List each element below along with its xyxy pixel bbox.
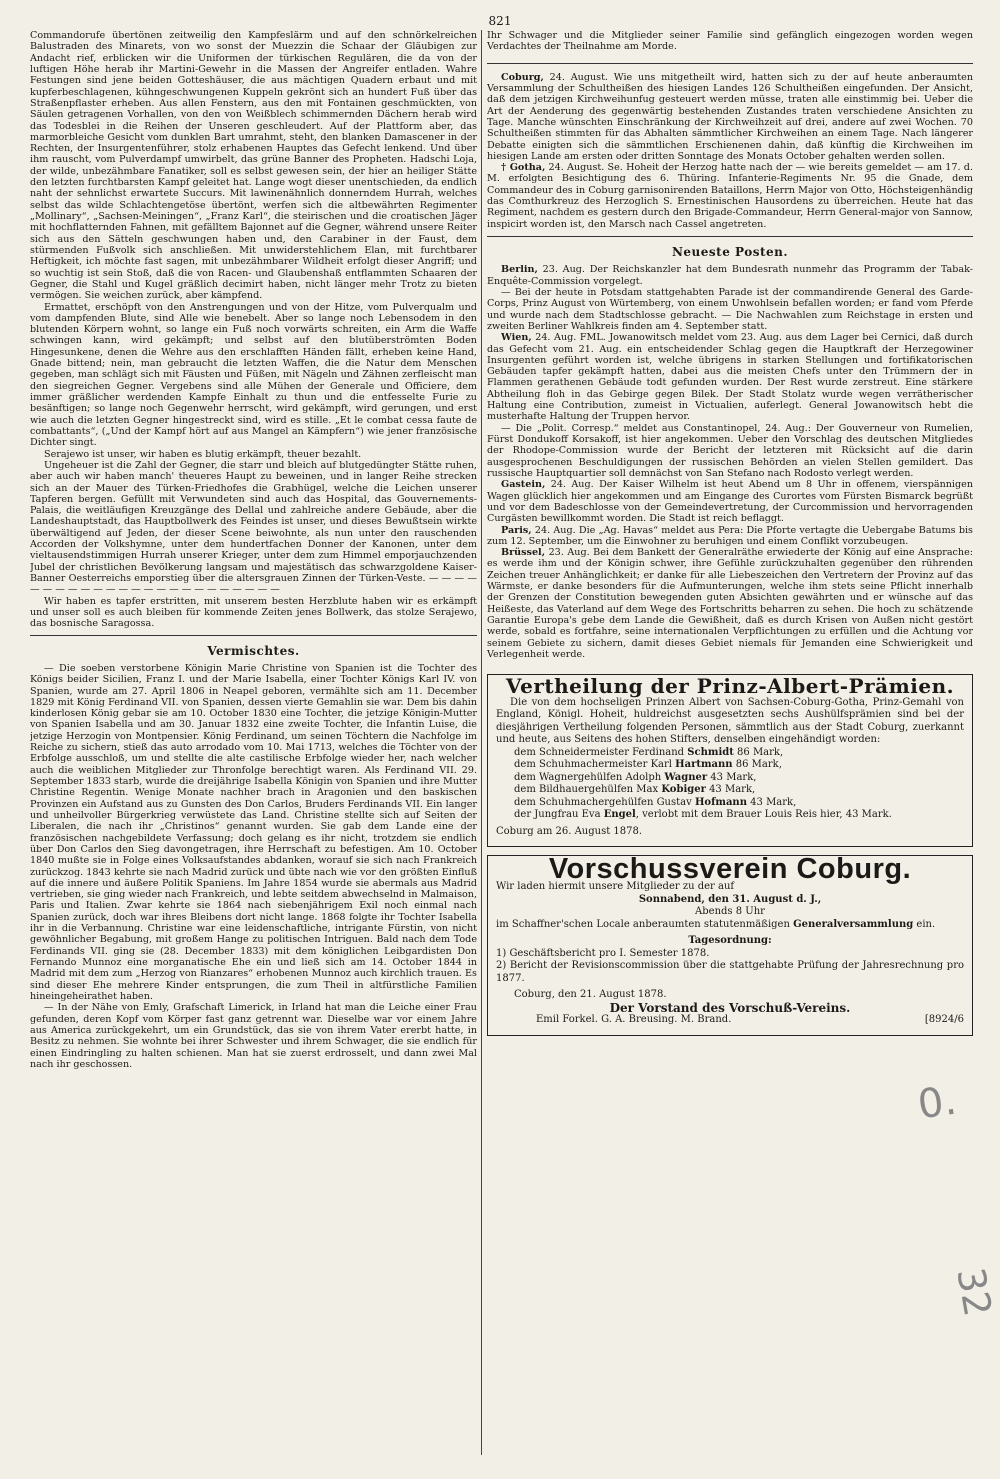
news-text: 24. August. Wie uns mitgetheilt wird, hatten sich zu der auf heute anberaumten Versammlung der Schultheißen des hiesigen Landes 126 Schultheißen eingefunden. Der Ansicht, daß dem jetzigen Kirchweihunfug gesteuert werden müsse, traten alle einstimmig bei. Ueber die Art der Aenderung des gegenwärtig bestehenden Zustandes traten verschiedene Ansichten zu Tage. Manche wünschten Einschränkung der Kirchweihzeit auf drei, andere auf zwei Wochen. 70 Schultheißen stimmten für das Abhalten sämmtlicher Kirchweihen an einem Tage. Nach längerer Debatte einigten sich die sämmtlichen Erschienenen dahin, daß künftig die Kirchweihen im hiesigen Lande am ersten oder dritten Sonntage des Monats October gehalten werden sollen. (487, 71, 973, 162)
news-text: 24. Aug. FML. Jowanowitsch meldet vom 23. Aug. aus dem Lager bei Cernici, daß durch das Gefecht vom 21. Aug. ein entscheidender Schlag gegen die Hauptkraft der Herzegowiner Insurgenten geführt worden ist, welche übrigens in starken Stellungen und fortifikatorischen Gebäuden tapfer gekämpft hatten, dabei aus die meisten Chefs unter den Trümmern der in Flammen gerathenen Gebäude todt gefunden wurden. Der Rest wurde zerstreut. Eine stärkere Abtheilung floh in das Gebirge gegen Bilek. Der Stadt Stolatz wurde wegen verrätherischer Haltung eine Contribution, zumeist in Victualien, auferlegt. General Jowanowitsch hebt die musterhafte Haltung der Truppen hervor. (487, 332, 973, 423)
pencil-mark: 32 (948, 1264, 1000, 1320)
agenda-item: 2) Bericht der Revisionscommission über die stattgehabte Prüfung der Jahresrechnung pro 1877. (496, 960, 964, 984)
news-text: 24. Aug. Die „Ag. Havas“ meldet aus Pera: Die Pforte vertagte die Uebergabe Batums bis zum 12. September, um die Einwohner zu beruhigen und einem Conflikt vorzubeugen. (487, 524, 973, 547)
prize-entry: dem Schuhmachergehülfen Gustav Hofmann 43 Mark, (514, 796, 797, 808)
advertisement-prize-distribution (487, 674, 973, 847)
dateline-place: † Gotha, (501, 162, 546, 174)
news-item-gotha (487, 162, 973, 230)
article-paragraph: Serajewo ist unser, wir haben es blutig erkämpft, theuer bezahlt. (44, 448, 362, 460)
ad-title: Vertheilung der Prinz-Albert-Prämien. (505, 674, 955, 699)
news-item: — Die soeben verstorbene Königin Marie Christine von Spanien ist die Tochter des Königs beider Sicilien, Franz I. und der Marie Isabella, einer Tochter Königs Karl IV. von Spanien, wurde am 27. April 1806 in Neapel geboren, vermählte sich am 11. December 1829 mit König Ferdinand VII. von Spanien, dessen vierte Gemahlin sie war. Dem bis dahin kinderlosen König gebar sie am 10. October 1830 eine Tochter, die jetzige Königin-Mutter von Spanien Isabella und am 30. Januar 1832 eine zweite Tochter, die Infantin Luise, die jetzige Herzogin von Montpensier. König Ferdinand, um seinen Töchtern die Nachfolge im Reiche zu sichern, stieß das auto arrodado vom 10. Mai 1713, welches die Töchter von der Erbfolge ausschloß, um und stellte die alte castilische Erbfolge wieder her, nach welcher auch die weiblichen Mitglieder zur Thronfolge berechtigt waren. Als Ferdinand VII. 29. September 1833 starb, wurde die dreijährige Isabella Königin von Spanien und ihre Mutter Christine Regentin. Wenige Monate nachher brach in Aragonien und den baskischen Provinzen ein Aufstand aus zu Gunsten des Don Carlos, Bruders Ferdinands VII. Ein langer und unheilvoller Bürgerkrieg verwüstete das Land. Christine stellte sich auf Seiten der Liberalen, die nach ihr „Christinos“ genannt wurden. Sie gab dem Lande eine der französischen nachgebildete Verfassung; doch gelang es ihr nicht, trotzdem sie endlich über Don Carlos den Sieg davongetragen, ihre Herrschaft zu befestigen. Am 10. October 1840 mußte sie in Folge eines Volksaufstandes abdanken, worauf sie sich nach Frankreich zurückzog. 1843 kehrte sie nach Madrid zurück und übte nach wie vor den größten Einfluß auf die innere und äußere Politik Spaniens. Im Jahre 1854 wurde sie abermals aus Madrid vertrieben, sie ging wieder nach Frankreich, und lebte seitdem abwechselnd in Malmaison, Paris und Italien. Zwar kehrte sie 1864 nach siebenjährigem Exil noch einmal nach Spanien zurück, doch war ihres Bleibens dort nicht lange. 1868 folgte ihr Tochter Isabella ihr in die Verbannung. Christine war eine leidenschaftliche, intrigante Fürstin, von nicht gewöhnlicher Begabung, mit großem Hange zu politischen Intriguen. Bald nach dem Tode Ferdinands VII. ging sie (28. December 1833) mit dem königlichen Leibgardisten Don Fernando Munnoz eine morganatische Ehe ein und ließ sich am 14. October 1844 in Madrid mit dem zum „Herzog von Rianzares“ erhobenen Munnoz auch kirchlich trauen. Es sind dieser Ehe mehrere Kinder entsprungen, die zum Theil in altfürstliche Familien hineingeheirathet haben. (30, 662, 477, 1002)
left-column (30, 30, 477, 1460)
dateline-place: Brüssel, (501, 547, 546, 559)
agenda-title: Tagesordnung: (688, 935, 772, 947)
dateline-place: Coburg, (501, 71, 544, 83)
page-number: 821 (488, 14, 512, 28)
ad-footer: Coburg am 26. August 1878. (496, 825, 643, 837)
news-text: 23. Aug. Bei dem Bankett der Generalräthe erwiederte der König auf eine Ansprache: es werde ihm und der Königin schwer, ihre Gefühle zurückzuhalten gegenüber den rührenden Zeichen treuer Anhänglichkeit; er danke für alle Liebeszeichen den Vertretern der Provinz auf das Wärmste, er danke besonders für die Aufmunterungen, welche ihm stets seine Pflicht innerhalb der Grenzen der Constitution bewegenden guten Absichten gewährten und er wünsche auf das Heißeste, das Vaterland auf dem Wege des Fortschritts beharren zu sehen. Die hoch zu schätzende Garantie Europa's gebe dem Lande die Gewißheit, daß es durch Krisen von Außen nicht gestört werde, sobald es fortfahre, seine internationalen Verpflichtungen zu erfüllen und die Achtung vor seinem Gebiete zu sichern, damit dieses Gebiet niemals für Jemanden eine Schwierigkeit und Verlegenheit werde. (487, 547, 973, 660)
signoff-date: Coburg, den 21. August 1878. (514, 989, 667, 1001)
news-text: 23. Aug. Der Reichskanzler hat dem Bundesrath nunmehr das Programm der Tabak-Enquête-Commission vorgelegt. (487, 264, 973, 287)
article-paragraph: Ihr Schwager und die Mitglieder seiner Familie sind gefänglich eingezogen worden wegen Verdachtes der Theilnahme am Morde. (487, 30, 973, 53)
news-item-coburg (487, 72, 973, 163)
news-text: — Die „Polit. Corresp.“ meldet aus Constantinopel, 24. Aug.: Der Gouverneur von Rumelien, Fürst Dondukoff Korsakoff, ist hier angekommen. Ueber den Vorschlag des deutschen Mitgliedes der Rhodope-Commission wurde der Bericht der letzteren mit Rücksicht auf die darin ausgesprochenen Beschuldigungen der russischen Behörden an vielen Stellen gemildert. Das russische Hauptquartier soll demnächst von San Stefano nach Rodosto verlegt werden. (487, 422, 973, 479)
recipient-name: Kobiger (661, 784, 706, 796)
news-item (487, 547, 973, 660)
news-item (487, 332, 973, 423)
news-text: — Bei der heute in Potsdam stattgehabten Parade ist der commandirende General des Garde-Corps, Prinz August von Würtemberg, von einem Unwohlsein befallen worden; er fand vom Pferde und wurde nach dem Stadtschlosse gebracht. — Die Nachwahlen zum Reichstage in ersten und zweiten Berliner Wahlkreis finden am 4. September statt. (487, 286, 973, 332)
article-paragraph: Ermattet, erschöpft von den Anstrengungen und von der Hitze, vom Pulverqualm und vom dampfenden Blute, sind Alle wie benebelt. Aber so lange noch Lebensodem in den blutenden Körpern wohnt, so lange ein Fuß noch vorwärts schreiten, ein Arm die Waffe schwingen kann, wird gekämpft; und selbst auf den blutüberströmten Boden Hingesunkene, denen die Wehre aus den erschlafften Händen fällt, erheben keine Hand, Gnade bittend; nein, man gebraucht die letzten Waffen, die die Natur dem Menschen gegeben, man schlägt sich mit Fäusten und Füßen, mit Nägeln und Zähnen zerfleischt man den siegreichen Gegner. Vergebens sind alle Mühen der Generale und Officiere, dem immer gräßlicher werdenden Kampfe Einhalt zu thun und die entfesselte Furie zu besänftigen; so lange noch Gegenwehr herrscht, wird gekämpft, wird gerungen, und erst wie auch die letzten Gegner hingestreckt sind, wird es stille. „Et le combat cessa faute de combattants“, („Und der Kampf hört auf aus Mangel an Kämpfern“) wie jener französische Dichter singt. (30, 301, 477, 449)
meeting-place: im Schaffner'schen Locale anberaumten statutenmäßigen Generalversammlung ein. (496, 918, 936, 930)
signoff-names: Emil Forkel. G. A. Breusing. M. Brand. [8924/6 (536, 1014, 964, 1026)
meeting-date: Sonnabend, den 31. August d. J., (638, 893, 822, 905)
dateline-place: Gastein, (501, 479, 546, 491)
pencil-mark: 0. (914, 1077, 960, 1129)
dateline-place: Berlin, (501, 264, 538, 276)
recipient-name: Hartmann (675, 759, 733, 771)
prize-entry: dem Wagnergehülfen Adolph Wagner 43 Mark, (514, 771, 757, 783)
news-item: — In der Nähe von Emly, Grafschaft Limerick, in Irland hat man die Leiche einer Frau gefunden, deren Kopf vom Körper fast ganz getrennt war. Dieselbe war vor einem Jahre aus America zurückgekehrt, um ein Grundstück, das sie von ihrem Vater ererbt hatte, in Besitz zu nehmen. Sie wohnte bei ihrer Schwester und ihrem Schwager, die sie endlich für einen Eindringling zu halten schienen. Man hat sie zuerst erdrosselt, und dann zwei Mal nach ihr geschossen. (30, 1002, 477, 1070)
news-item (487, 264, 973, 287)
article-paragraph: Wir haben es tapfer erstritten, mit unserem besten Herzblute haben wir es erkämpft und unser soll es auch bleiben für kommende Zeiten jenes Bollwerk, das stolze Serajewo, das bosnische Saragossa. (30, 595, 477, 630)
news-item (487, 423, 973, 480)
recipient-name: Wagner (664, 771, 708, 783)
dateline-place: Paris, (501, 524, 532, 536)
dateline-place: Wien, (501, 332, 532, 344)
news-text: 24. Aug. Der Kaiser Wilhelm ist heut Abend um 8 Uhr in offenem, vierspännigen Wagen glücklich hier angekommen und am Eingange des Curortes vom Fürsten Bismarck begrüßt und vor dem Badeschlosse von der Gemeindevertretung, der Curcommission und hervorragenden Curgästen bewillkommt worden. Die Stadt ist reich beflaggt. (487, 479, 973, 525)
news-item (487, 479, 973, 524)
recipient-name: Engel (603, 809, 636, 821)
recipient-name: Hofmann (694, 796, 747, 808)
meeting-time: Abends 8 Uhr (695, 906, 765, 918)
section-rule (487, 236, 973, 237)
news-item (487, 287, 973, 332)
prize-entry: dem Bildhauergehülfen Max Kobiger 43 Mark, (514, 784, 756, 796)
right-column (487, 30, 973, 1460)
section-rule (487, 63, 973, 64)
signoff-board: Der Vorstand des Vorschuß-Vereins. (609, 1000, 851, 1015)
ad-intro: Wir laden hiermit unsere Mitglieder zu der auf (496, 881, 735, 893)
article-paragraph: Commandorufe übertönen zeitweilig den Kampfeslärm und auf den schnörkelreichen Balustraden des Minarets, von wo sonst der Muezzin die Schaar der Gläubigen zur Andacht rief, erblicken wir die Uniformen der türkischen Regulären, die da von der luftigen Höhe herab ihr Martini-Gewehr in die Massen der Angreifer entladen. Wahre Festungen sind jene beiden Gotteshäuser, die aus mächtigen Quadern erbaut und mit kupferbeschlagenen, kühngeschwungenen Kuppeln gekrönt sich an hundert Fuß über das Straßenpflaster erheben. Aus allen Fenstern, aus den mit Fontainen geschmückten, von Säulen getragenen Vorhallen, von den von Weißblech schimmernden Dächern herab wird das Todesblei in die Reihen der Unseren geschleudert. Auf der Plattform aber, das marmorbleiche Gesicht vom dunklen Bart umrahmt, steht, den blanken Damascener in der Rechten, der Insurgentenführer, stolz erhabenen Hauptes das Gefecht lenkend. Und über ihm rauscht, vom Pulverdampf umwirbelt, das grüne Banner des Propheten. Hadschi Loja, der wilde, unbezähmbare Fanatiker, soll es selbst gewesen sein, der hier an heiliger Stätte den letzten furchtbarsten Kampf geleitet hat. Lange wogt dieser unentschieden, da endlich naht der sehnlichst erwartete Succurs. Mit lawinenähnlich donnerndem Hurrah, welches selbst das wilde Schlachtengetöse übertönt, werfen sich die altbewährten Regimenter „Mollinary“, „Sachsen-Meiningen“, „Franz Karl“, die steirischen und die croatischen Jäger mit hochflatternden Fahnen, mit gefälltem Bajonnet auf die Gegner, während unsere Reiter sich aus den Sätteln geschwungen haben und, den Carabiner in der Faust, dem stürmenden Fußvolk sich anschließen. Mit unwiderstehlichem Elan, mit furchtbarer Heftigkeit, ich möchte fast sagen, mit unbezähmbarer Wildheit erfolgt dieser Angriff; und so wuchtig ist sein Stoß, daß die von Racen- und Glaubenshaß entflammten Schaaren der Gegner, die Stahl und Kugel gräßlich decimirt haben, nicht länger mehr Trotz zu bieten vermögen. Sie weichen zurück, aber kämpfend. (30, 30, 477, 302)
prize-entry: dem Schneidermeister Ferdinand Schmidt 86 Mark, (514, 746, 784, 758)
advertisement-vorschussverein (487, 855, 973, 1036)
news-text: 24. August. Se. Hoheit der Herzog hatte nach der — wie bereits gemeldet — am 17. d. M. erfolgten Besichtigung des 6. Thüring. Infanterie-Regiments Nr. 95 die Gnade, dem Commandeur des in Coburg garnisonirenden Bataillons, Herrn Major von Otto, Höchsteigenhändig das Comthurkreuz des Herzoglich S. Ernestinischen Hausordens zu überreichen. Heute hat das Regiment, nachdem es gestern durch den Brigade-Commandeur, Herrn General-major von Sannow, inspicirt worden ist, den Marsch nach Cassel angetreten. (487, 162, 973, 230)
section-heading-neueste-posten: Neueste Posten. (671, 245, 789, 259)
ad-title: Vorschussverein Coburg. (548, 853, 912, 886)
section-rule (30, 635, 477, 636)
prize-entry: dem Schuhmachermeister Karl Hartmann 86 Mark, (514, 759, 782, 771)
recipient-name: Schmidt (687, 746, 734, 758)
article-paragraph: Ungeheuer ist die Zahl der Gegner, die starr und bleich auf blutgedüngter Stätte ruhen, aber auch wir haben manch' theueres Haupt zu beweinen, und in langer Reihe strecken sich an der Mauer des Türken-Friedhofes die Grabhügel, welche die Leichen unserer Tapferen bergen. Gefüllt mit Verwundeten sind auch das Hospital, das Gouvernements-Palais, die weitläufigen Kreuzgänge des Dellal und zahlreiche andere Gebäude, aber die Landeshauptstadt, das Hauptbollwerk des Feindes ist unser, und dieses Bewußtsein wirkte überwältigend auf Jeden, der dieser Scene beiwohnte, als nun unter den rauschenden Accorden der Volkshymne, unter dem hundertfachen Donner der Kanonen, unter dem vieltausendstimmigen Hurrah unserer Krieger, unter dem zum Himmel emporjauchzenden Jubel der christlichen Bevölkerung langsam und majestätisch das schwarzgoldene Kaiser-Banner Oesterreichs emporstieg über die altersgrauen Zinnen der Türken-Veste. — — — — — — — — — — — — — — — — — — — — — — — — (30, 459, 477, 596)
agenda-item: 1) Geschäftsbericht pro I. Semester 1878. (496, 947, 710, 959)
column-divider (481, 30, 482, 1455)
ad-reference: [8924/6 (924, 1014, 964, 1026)
prize-entry: der Jungfrau Eva Engel, verlobt mit dem Brauer Louis Reis hier, 43 Mark. (514, 809, 892, 821)
ad-body: Die von dem hochseligen Prinzen Albert von Sachsen-Coburg-Gotha, Prinz-Gemahl von England, Königl. Hoheit, huldreichst ausgesetzten sechs Aushülfsprämien sind bei der diesjährigen Vertheilung folgenden Personen, sämmtlich aus der Stadt Coburg, zuerkannt und heute, aus Seitens des hohen Stifters, denselben eingehändigt worden: (496, 696, 964, 746)
news-item (487, 525, 973, 548)
section-heading-vermischtes: Vermischtes. (207, 643, 300, 658)
